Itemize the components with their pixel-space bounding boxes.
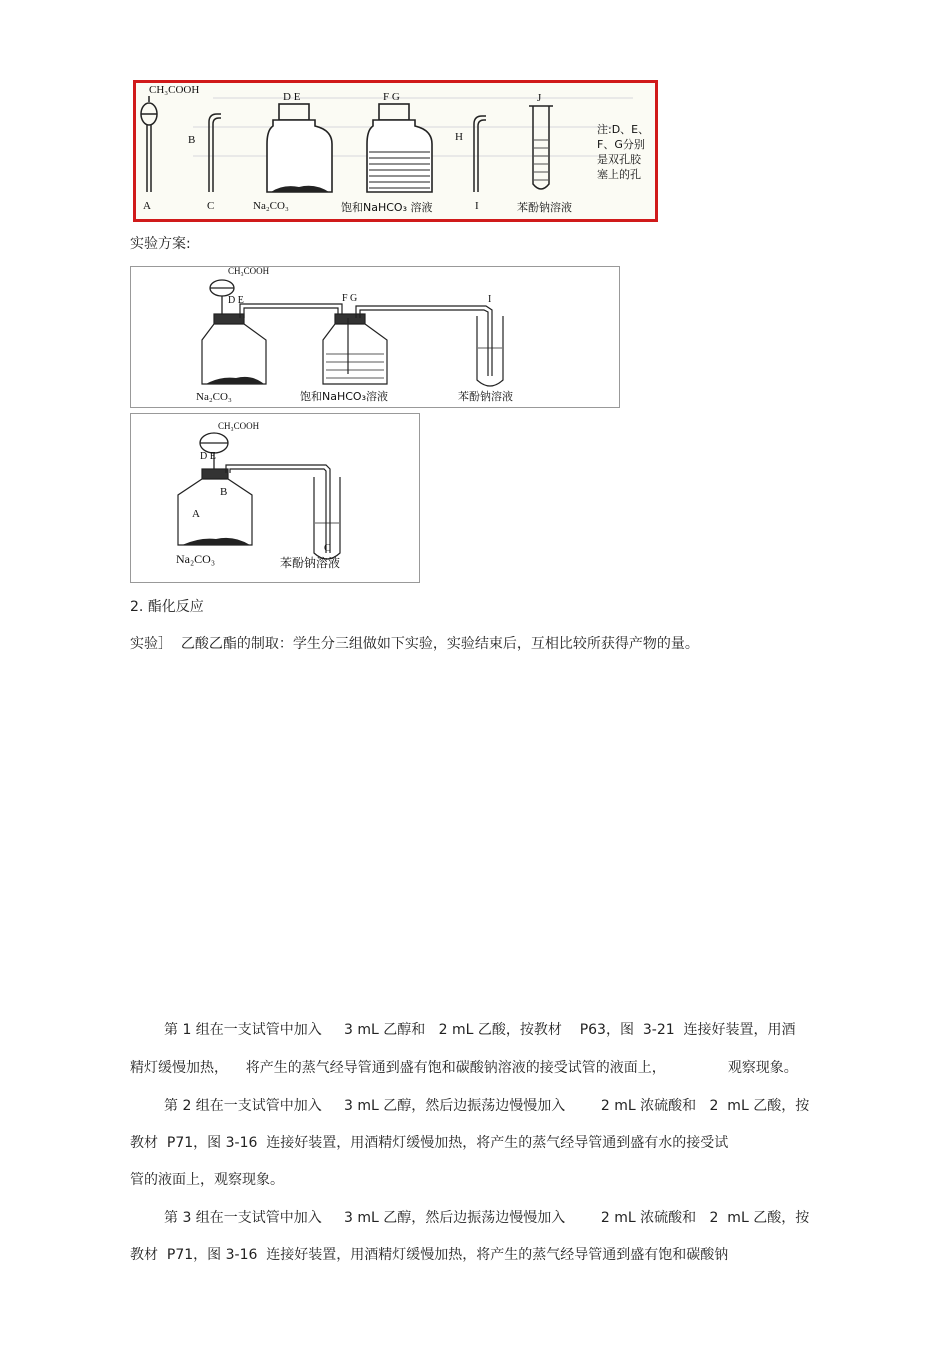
label-c: C bbox=[207, 200, 215, 212]
label-b: B bbox=[188, 134, 196, 146]
scheme-label: 实验方案: bbox=[130, 236, 191, 252]
scheme-figure-2 bbox=[130, 413, 420, 583]
note-line-2: F、G分别 bbox=[597, 138, 645, 151]
group1-line1: 第 1 组在一支试管中加入 3 mL 乙醇和 2 mL 乙酸，按教材 P63，图 3-21 连接好装置，用酒 bbox=[164, 1022, 796, 1038]
group3-line1: 第 3 组在一支试管中加入 3 mL 乙醇，然后边振荡边慢慢加入 2 mL 浓硫酸和 2 mL 乙酸，按 bbox=[164, 1210, 810, 1226]
label-a: A bbox=[143, 200, 151, 212]
experiment-intro: 实验］ 乙酸乙酯的制取：学生分三组做如下实验，实验结束后，互相比较所获得产物的量。 bbox=[130, 636, 699, 652]
group2-line2: 教材 P71，图 3-16 连接好装置，用酒精灯缓慢加热，将产生的蒸气经导管通到盛有水的接受试 bbox=[130, 1135, 729, 1151]
label-na2co3: Na₂CO₃ bbox=[196, 391, 232, 403]
group3-line2: 教材 P71，图 3-16 连接好装置，用酒精灯缓慢加热，将产生的蒸气经导管通到盛有饱和碳酸钠 bbox=[130, 1247, 729, 1263]
label-b: B bbox=[220, 486, 228, 498]
funnel-label: CH₃COOH bbox=[228, 266, 270, 276]
label-phenolate: 苯酚钠溶液 bbox=[280, 556, 341, 570]
label-i: I bbox=[475, 200, 479, 212]
group2-line1: 第 2 组在一支试管中加入 3 mL 乙醇，然后边振荡边慢慢加入 2 mL 浓硫酸和 2 mL 乙酸，按 bbox=[164, 1098, 810, 1114]
group1-line2-end: 观察现象。 bbox=[727, 1060, 798, 1076]
label-de: D E bbox=[283, 91, 301, 103]
label-de: D E bbox=[200, 451, 216, 462]
label-nahco3: 饱和NaHCO₃ 溶液 bbox=[341, 201, 433, 214]
note-line-3: 是双孔胶 bbox=[597, 153, 641, 166]
label-phenolate: 苯酚钠溶液 bbox=[458, 390, 513, 403]
label-fg: F G bbox=[383, 91, 400, 103]
group1-line2-text: 精灯缓慢加热， 将产生的蒸气经导管通到盛有饱和碳酸钠溶液的接受试管的液面上， bbox=[130, 1060, 666, 1076]
label-i: I bbox=[488, 294, 492, 305]
label-h: H bbox=[455, 131, 463, 143]
funnel-label: CH₃COOH bbox=[149, 84, 200, 96]
apparatus-parts-figure bbox=[133, 80, 658, 222]
funnel-label: CH₃COOH bbox=[218, 421, 260, 431]
label-c: C bbox=[324, 543, 331, 554]
note-line-1: 注:D、E、 bbox=[597, 123, 650, 136]
section-title: 2. 酯化反应 bbox=[130, 599, 204, 615]
label-a: A bbox=[192, 508, 200, 520]
group2-line3: 管的液面上，观察现象。 bbox=[130, 1172, 284, 1188]
label-na2co3: Na₂CO₃ bbox=[176, 552, 216, 566]
label-na2co3: Na₂CO₃ bbox=[253, 200, 289, 212]
label-de: D E bbox=[228, 295, 244, 306]
label-phenolate: 苯酚钠溶液 bbox=[517, 201, 572, 214]
label-nahco3: 饱和NaHCO₃溶液 bbox=[300, 390, 388, 403]
group1-line2 bbox=[130, 1057, 798, 1077]
note-line-4: 塞上的孔 bbox=[597, 168, 641, 181]
label-j: J bbox=[537, 92, 542, 104]
label-fg: F G bbox=[342, 293, 358, 304]
scheme-figure-1 bbox=[130, 266, 620, 408]
